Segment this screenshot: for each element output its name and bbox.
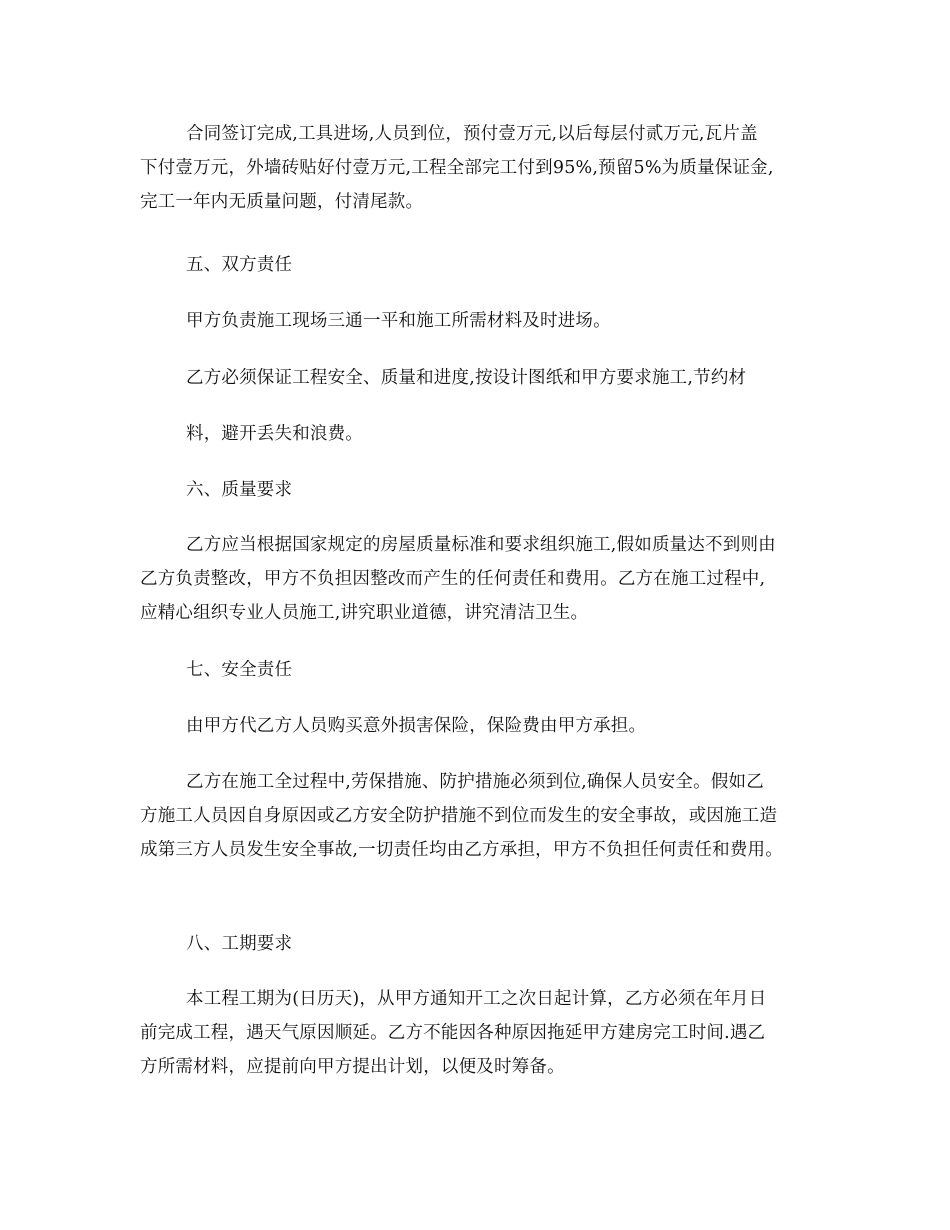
paragraph-safety-terms [140,765,820,867]
heading-text: 六、质量要求 [186,480,293,500]
text-line: 料，避开丢失和浪费。 [186,424,363,444]
paragraph-quality-terms [140,528,820,630]
paragraph-payment-terms [140,117,820,219]
text-line: 应精心组织专业人员施工,讲究职业道德，讲究清洁卫生。 [140,603,589,623]
text-line: 前完成工程，遇天气原因顺延。乙方不能因各种原因拖延甲方建房完工时间.遇乙 [140,1023,766,1043]
text-line: 乙方应当根据国家规定的房屋质量标准和要求组织施工,假如质量达不到则由 [186,535,776,555]
heading-text: 八、工期要求 [186,934,293,954]
text-line: 成第三方人员发生安全事故,一切责任均由乙方承担，甲方不负担任何责任和费用。 [140,840,783,860]
section-heading-5 [140,248,820,282]
heading-text: 五、双方责任 [186,255,293,275]
text-line: 合同签订完成,工具进场,人员到位，预付壹万元,以后每层付贰万元,瓦片盖 [186,124,758,144]
section-heading-8 [140,927,820,961]
text-line: 完工一年内无质量问题，付清尾款。 [140,192,424,212]
paragraph-schedule-terms [140,982,820,1084]
text-line: 乙方必须保证工程安全、质量和进度,按设计图纸和甲方要求施工,节约材 [186,368,747,388]
section-heading-7 [140,653,820,687]
text-line: 方所需材料，应提前向甲方提出计划，以便及时筹备。 [140,1057,565,1077]
text-line: 由甲方代乙方人员购买意外损害保险，保险费由甲方承担。 [186,716,647,736]
text-line: 乙方在施工全过程中,劳保措施、防护措施必须到位,确保人员安全。假如乙 [186,772,764,792]
text-line: 本工程工期为(日历天)，从甲方通知开工之次日起计算，乙方必须在年月日 [186,989,767,1009]
paragraph-insurance-terms [140,709,820,743]
paragraph-party-a-duty [140,304,820,338]
text-line: 方施工人员因自身原因或乙方安全防护措施不到位而发生的安全事故，或因施工造 [140,806,778,826]
section-heading-6 [140,473,820,507]
text-line: 下付壹万元，外墙砖贴好付壹万元,工程全部完工付到95%,预留5%为质量保证金, [140,158,774,178]
text-line: 乙方负责整改，甲方不负担因整改而产生的任何责任和费用。乙方在施工过程中, [140,569,766,589]
heading-text: 七、安全责任 [186,660,293,680]
paragraph-party-b-duty-cont [140,417,820,451]
text-line: 甲方负责施工现场三通一平和施工所需材料及时进场。 [186,311,611,331]
paragraph-party-b-duty [140,361,820,395]
